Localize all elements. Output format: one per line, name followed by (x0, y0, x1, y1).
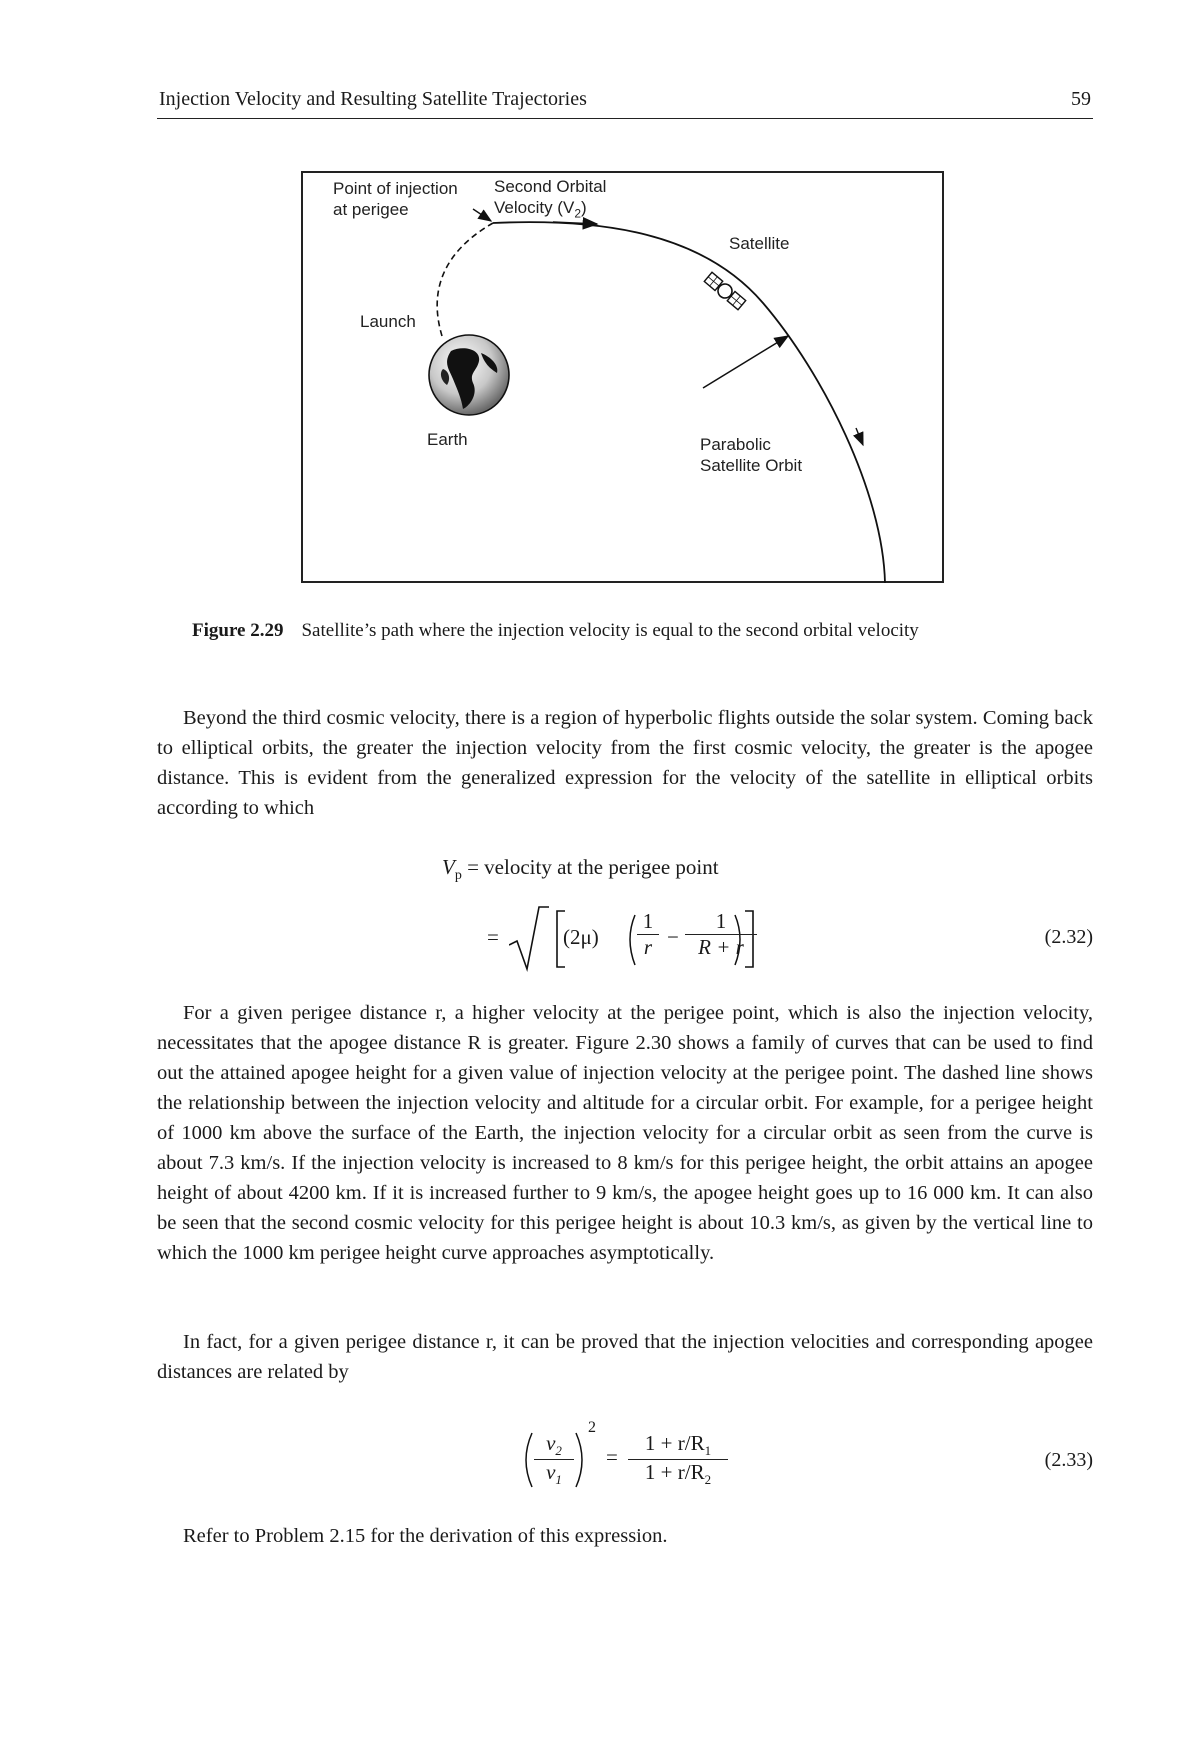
launch-path (437, 223, 493, 336)
satellite-icon (704, 271, 747, 310)
label-satellite: Satellite (729, 234, 790, 253)
running-title: Injection Velocity and Resulting Satellite Trajectories (159, 88, 587, 110)
label-earth: Earth (427, 430, 468, 449)
paragraph-3: In fact, for a given perigee distance r, it can be proved that the injection velocities and corresponding apogee distances are related by (157, 1331, 1093, 1383)
running-header (157, 86, 1093, 119)
figure-caption (192, 620, 919, 642)
paragraph-2: For a given perigee distance r, a higher velocity at the perigee point, which is also the injection velocity, necessitates that the apogee distance R is greater. Figure 2.30 shows a family of curves that can be used to find out the attained apogee height for a given value of injection velocity at the perigee point. The dashed line shows the relationship between the injection velocity and altitude for a circular orbit. For example, for a perigee height of 1000 km above the surface of the Earth, the injection velocity for a circular orbit as seen from the curve is about 7.3 km/s. If the injection velocity is increased to 8 km/s for this perigee height, the orbit attains an apogee height of about 4200 km. If it is increased further to 9 km/s, the apogee height goes up to 16 000 km. It can also be seen that the second cosmic velocity for this perigee height is about 10.3 km/s, as given by the vertical line to which the 1000 km perigee height curve approaches asymptotically. (157, 1002, 1093, 1264)
orbit-arrow (856, 428, 863, 445)
label-point-of-injection: Point of injection at perigee (333, 179, 458, 219)
parabolic-orbit (493, 222, 885, 583)
injection-pointer (473, 209, 491, 221)
page-number: 59 (1071, 88, 1091, 110)
equation-number-2-32: (2.32) (1044, 926, 1093, 948)
equation-vp: $V_p$ = velocity at the perigee point (442, 855, 719, 884)
label-parabolic-orbit: Parabolic Satellite Orbit (700, 435, 803, 475)
caption-text: Satellite’s path where the injection velocity is equal to the second orbital velocity (301, 620, 919, 641)
equation-number-2-33: (2.33) (1044, 1449, 1093, 1471)
caption-label: Figure 2.29 (192, 620, 284, 641)
paragraph-1: Beyond the third cosmic velocity, there is a region of hyperbolic flights outside the solar system. Coming back to elliptical orbits, the greater the injection velocity from the first cosmic velocity, the greater is the apogee distance. This is evident from the generalized expression for the velocity of the satellite in elliptical orbits according to which (157, 707, 1093, 819)
label-second-orbital: Second Orbital Velocity $(V_2)$ (494, 177, 607, 221)
figure-2-29 (301, 171, 944, 583)
earth-icon (429, 335, 509, 415)
parabolic-pointer (703, 336, 788, 388)
trajectory-diagram (303, 173, 946, 585)
paragraph-4: Refer to Problem 2.15 for the derivation of this expression. (183, 1525, 668, 1547)
label-launch: Launch (360, 312, 416, 331)
